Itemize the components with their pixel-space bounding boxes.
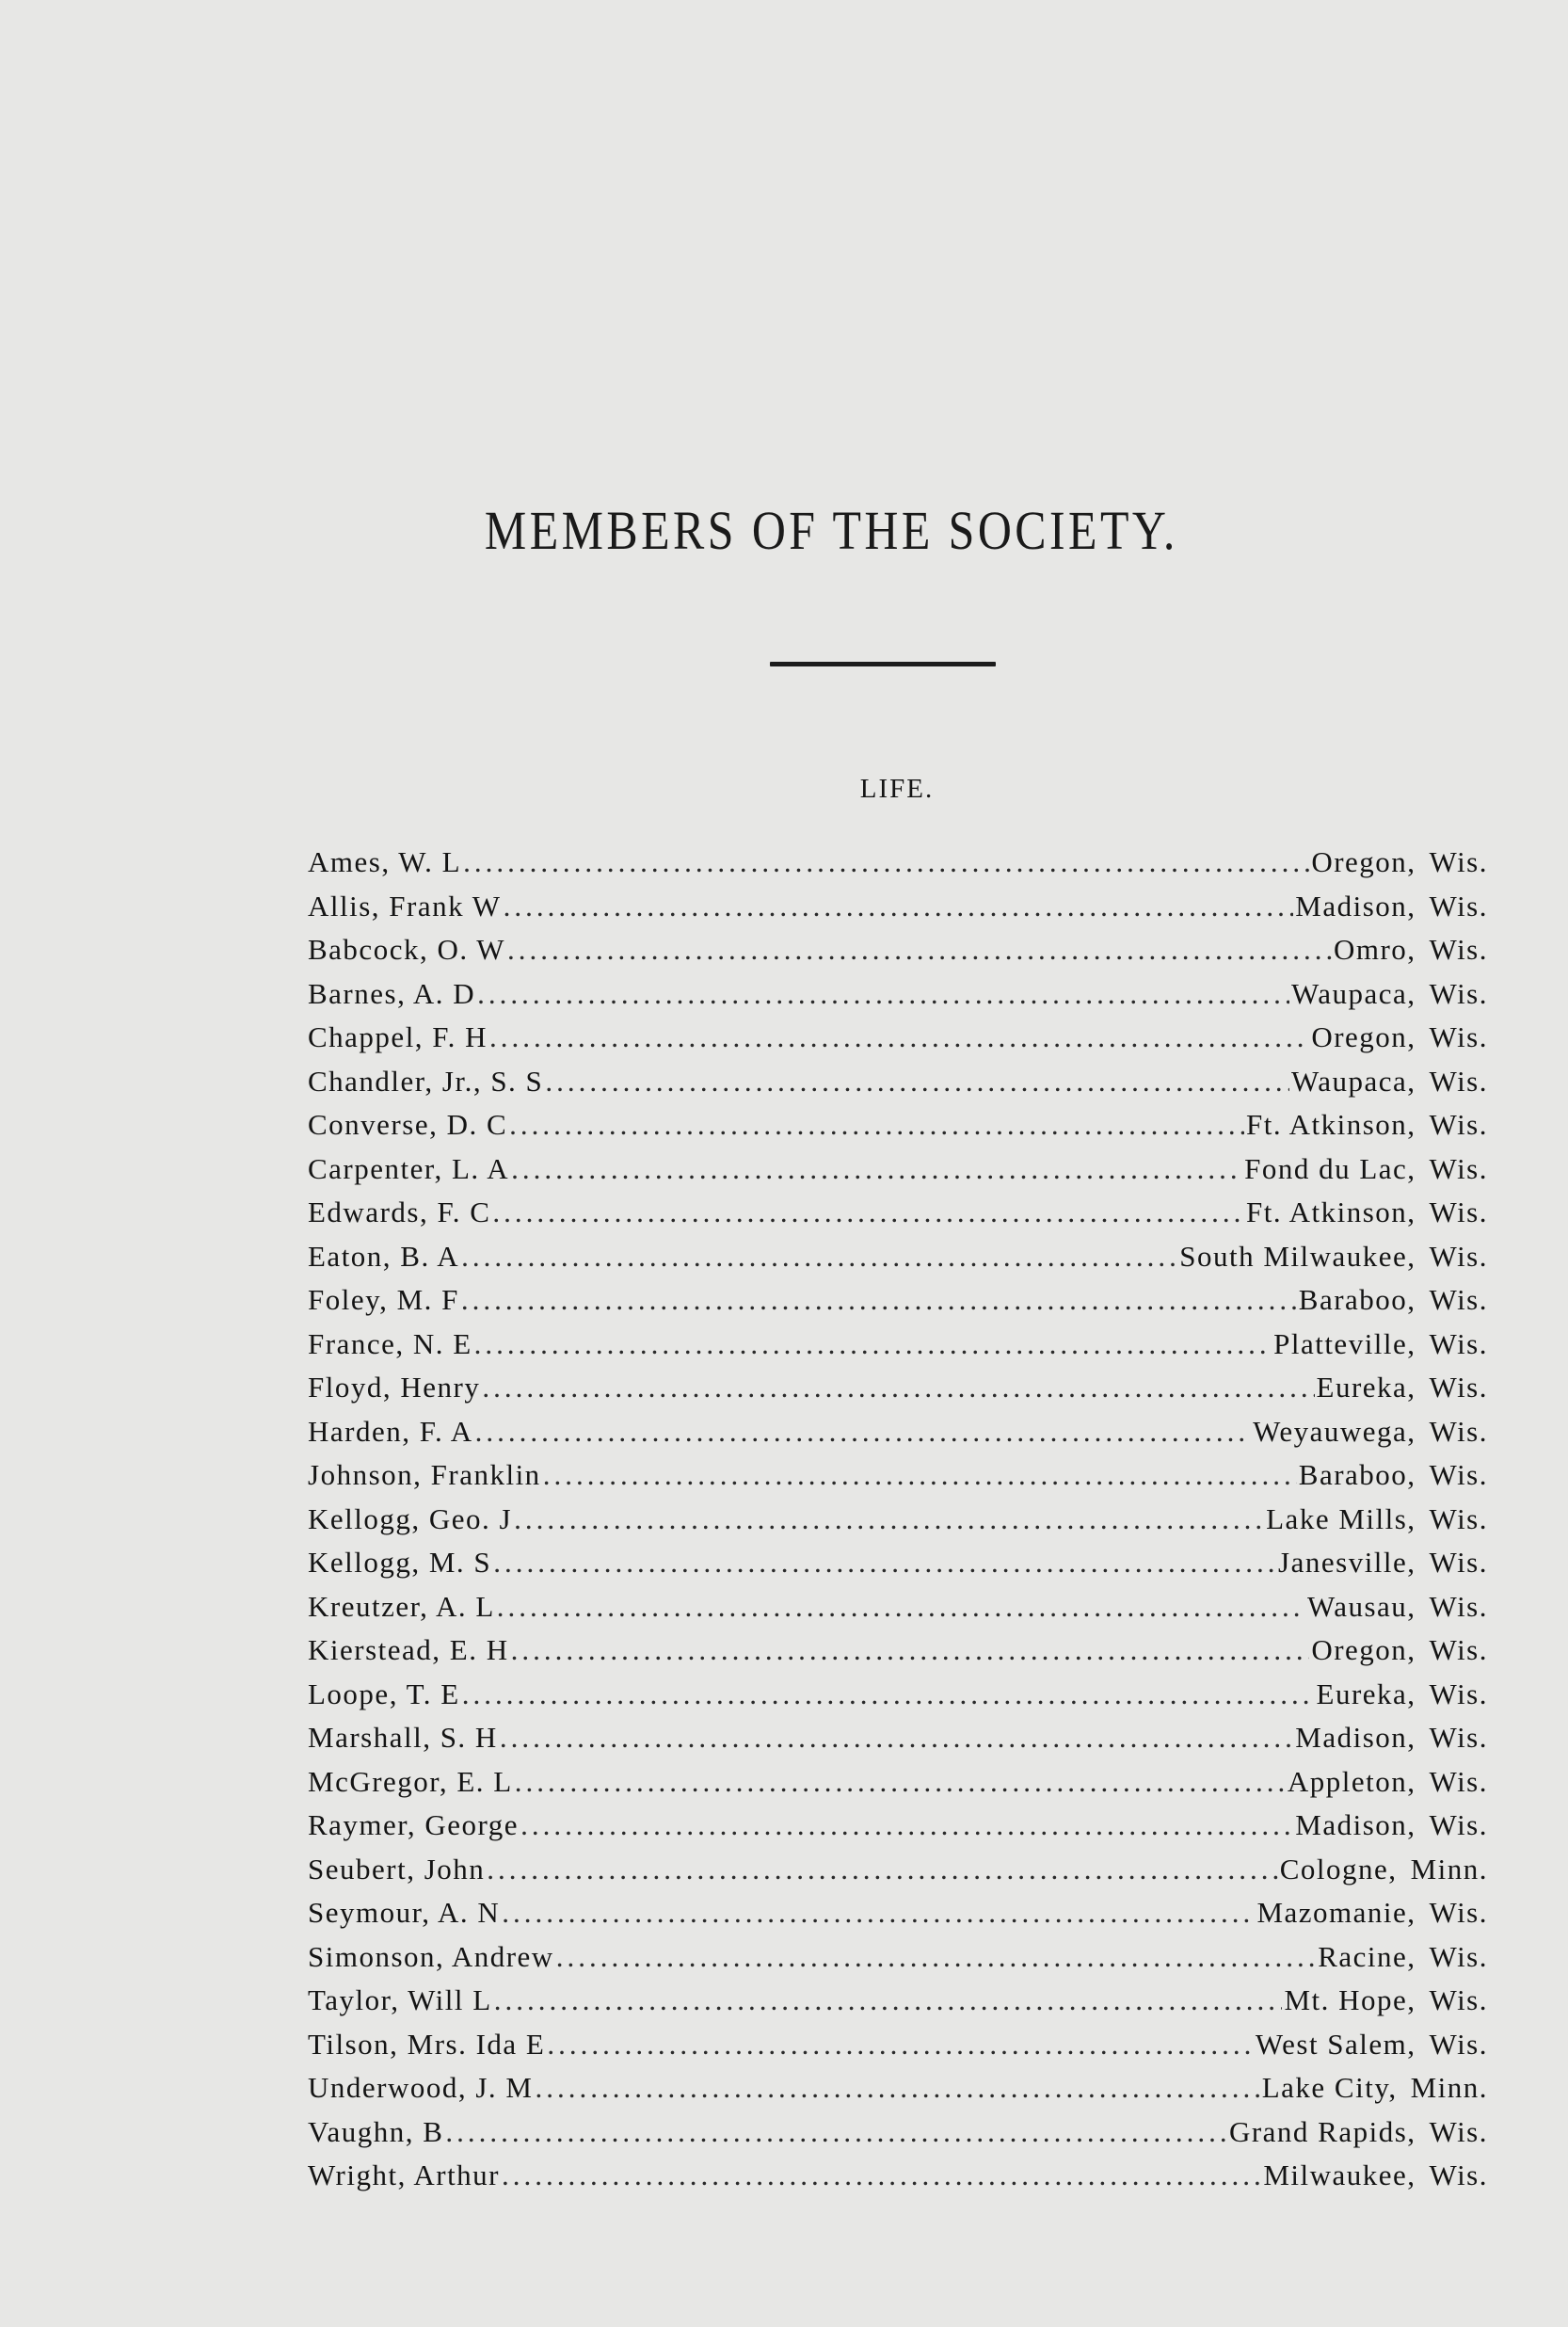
member-row	[308, 1633, 1488, 1677]
member-state: Wis.	[1429, 2158, 1488, 2191]
member-row	[308, 1371, 1488, 1415]
member-row	[308, 1458, 1488, 1502]
member-name: Floyd, Henry	[308, 1371, 481, 1404]
dot-leader	[504, 890, 1294, 923]
member-name: Seymour, A. N	[308, 1896, 501, 1929]
member-row	[308, 1853, 1488, 1897]
member-state: Wis.	[1429, 1326, 1488, 1360]
member-name: Loope, T. E	[308, 1677, 460, 1710]
dot-leader	[547, 2028, 1253, 2062]
member-row	[308, 933, 1488, 977]
member-row	[308, 1152, 1488, 1196]
member-name: France, N. E	[308, 1326, 472, 1360]
member-city: Eureka,	[1316, 1371, 1416, 1404]
member-city: Oregon,	[1311, 845, 1416, 878]
title-rule	[770, 662, 996, 666]
member-state: Wis.	[1429, 1589, 1488, 1623]
member-state: Wis.	[1429, 976, 1488, 1010]
member-name: Kellogg, M. S	[308, 1546, 492, 1579]
member-row	[308, 2158, 1488, 2203]
member-city: Baraboo,	[1298, 1283, 1416, 1316]
member-city: Wausau,	[1306, 1589, 1416, 1623]
dot-leader	[536, 2071, 1260, 2105]
member-row	[308, 1590, 1488, 1634]
member-city: Madison,	[1295, 1808, 1416, 1841]
member-city: Appleton,	[1287, 1764, 1416, 1798]
member-row	[308, 1546, 1488, 1590]
member-state: Wis.	[1429, 1501, 1488, 1535]
dot-leader	[556, 1940, 1317, 1974]
member-state: Wis.	[1429, 1151, 1488, 1185]
dot-leader	[482, 1371, 1314, 1404]
member-row	[308, 1808, 1488, 1853]
dot-leader	[543, 1458, 1297, 1492]
member-city: Milwaukee,	[1263, 2158, 1416, 2191]
member-state: Wis.	[1429, 1546, 1488, 1579]
member-name: Harden, F. A	[308, 1414, 473, 1448]
member-name: Babcock, O. W	[308, 933, 506, 966]
member-name: Chappel, F. H	[308, 1020, 488, 1053]
member-city: Ft. Atkinson,	[1245, 1108, 1416, 1141]
member-row	[308, 1721, 1488, 1765]
member-state: Wis.	[1429, 1633, 1488, 1666]
member-state: Wis.	[1429, 1764, 1488, 1798]
member-state: Wis.	[1429, 1283, 1488, 1316]
member-row	[308, 1677, 1488, 1722]
member-row	[308, 845, 1488, 890]
dot-leader	[511, 1152, 1242, 1186]
member-state: Wis.	[1429, 1064, 1488, 1098]
member-state: Wis.	[1429, 1896, 1488, 1929]
member-name: Foley, M. F	[308, 1283, 459, 1316]
member-city: Platteville,	[1273, 1326, 1416, 1360]
dot-leader	[475, 1415, 1251, 1449]
member-city: Grand Rapids,	[1228, 2114, 1416, 2148]
dot-leader	[445, 2115, 1227, 2149]
member-row	[308, 1415, 1488, 1459]
member-city: Madison,	[1295, 889, 1416, 923]
member-city: West Salem,	[1255, 2027, 1416, 2061]
member-city: Mt. Hope,	[1284, 1983, 1416, 2016]
member-name: Kierstead, E. H	[308, 1633, 509, 1666]
member-row	[308, 2028, 1488, 2072]
member-row	[308, 2115, 1488, 2159]
member-city: Madison,	[1295, 1721, 1416, 1754]
member-row	[308, 1327, 1488, 1372]
dot-leader	[461, 1283, 1297, 1317]
section-heading: LIFE.	[859, 774, 935, 804]
member-name: Eaton, B. A	[308, 1239, 460, 1273]
member-state: Wis.	[1429, 2114, 1488, 2148]
member-row	[308, 1108, 1488, 1152]
member-city: Baraboo,	[1298, 1458, 1416, 1491]
member-name: Barnes, A. D	[308, 976, 476, 1010]
member-name: Kreutzer, A. L	[308, 1589, 495, 1623]
dot-leader	[463, 845, 1309, 879]
dot-leader	[492, 1196, 1244, 1229]
member-row	[308, 1940, 1488, 1984]
member-city: Oregon,	[1311, 1633, 1416, 1666]
member-row	[308, 2071, 1488, 2115]
member-row	[308, 1283, 1488, 1327]
member-state: Wis.	[1429, 1721, 1488, 1754]
member-state: Wis.	[1429, 1020, 1488, 1053]
dot-leader	[502, 1896, 1255, 1930]
member-city: South Milwaukee,	[1179, 1239, 1416, 1273]
member-state: Wis.	[1429, 1414, 1488, 1448]
dot-leader	[494, 1983, 1283, 2017]
member-city: Lake Mills,	[1266, 1501, 1416, 1535]
dot-leader	[502, 2158, 1261, 2192]
dot-leader	[487, 1853, 1277, 1886]
dot-leader	[474, 1327, 1272, 1361]
member-row	[308, 1240, 1488, 1284]
member-city: Cologne,	[1279, 1852, 1398, 1886]
member-name: Seubert, John	[308, 1852, 486, 1886]
member-name: Underwood, J. M	[308, 2071, 534, 2104]
dot-leader	[461, 1240, 1177, 1274]
dot-leader	[509, 1108, 1244, 1142]
member-city: Lake City,	[1261, 2071, 1398, 2104]
member-city: Eureka,	[1316, 1677, 1416, 1710]
member-state: Wis.	[1429, 1808, 1488, 1841]
member-name: Vaughn, B	[308, 2114, 444, 2148]
member-state: Wis.	[1429, 1239, 1488, 1273]
dot-leader	[520, 1808, 1293, 1842]
member-city: Janesville,	[1278, 1546, 1416, 1579]
dot-leader	[507, 933, 1332, 967]
member-state: Wis.	[1429, 1458, 1488, 1491]
member-name: Converse, D. C	[308, 1108, 508, 1141]
member-row	[308, 977, 1488, 1021]
member-row	[308, 1502, 1488, 1547]
member-name: Kellogg, Geo. J	[308, 1501, 513, 1535]
member-city: Ft. Atkinson,	[1245, 1196, 1416, 1228]
dot-leader	[514, 1502, 1264, 1536]
member-state: Wis.	[1429, 1939, 1488, 1973]
member-name: Chandler, Jr., S. S	[308, 1064, 544, 1098]
member-state: Wis.	[1429, 845, 1488, 878]
dot-leader	[477, 977, 1289, 1011]
page-title: MEMBERS OF THE SOCIETY.	[484, 500, 1178, 561]
member-city: Waupaca,	[1290, 976, 1416, 1010]
member-state: Wis.	[1429, 2027, 1488, 2061]
member-state: Wis.	[1429, 1983, 1488, 2016]
dot-leader	[489, 1020, 1309, 1054]
member-name: McGregor, E. L	[308, 1764, 513, 1798]
member-row	[308, 1020, 1488, 1065]
dot-leader	[500, 1721, 1293, 1755]
member-city: Fond du Lac,	[1244, 1151, 1416, 1185]
member-city: Weyauwega,	[1253, 1414, 1416, 1448]
member-name: Simonson, Andrew	[308, 1939, 554, 1973]
member-name: Marshall, S. H	[308, 1721, 498, 1754]
member-row	[308, 1765, 1488, 1809]
member-name: Tilson, Mrs. Ida E	[308, 2027, 546, 2061]
member-state: Wis.	[1429, 1108, 1488, 1141]
dot-leader	[462, 1677, 1315, 1711]
dot-leader	[497, 1590, 1305, 1624]
member-state: Wis.	[1429, 1196, 1488, 1228]
member-state: Wis.	[1429, 889, 1488, 923]
dot-leader	[511, 1633, 1310, 1667]
member-name: Raymer, George	[308, 1808, 520, 1841]
member-state: Wis.	[1429, 1371, 1488, 1404]
member-name: Carpenter, L. A	[308, 1151, 510, 1185]
member-row	[308, 1196, 1488, 1240]
member-city: Oregon,	[1311, 1020, 1416, 1053]
member-state: Wis.	[1429, 1677, 1488, 1710]
dot-leader	[515, 1765, 1286, 1799]
member-row	[308, 1896, 1488, 1940]
member-row	[308, 1065, 1488, 1109]
member-city: Omro,	[1333, 933, 1416, 966]
member-city: Racine,	[1318, 1939, 1416, 1973]
member-row	[308, 1983, 1488, 2028]
member-name: Johnson, Franklin	[308, 1458, 541, 1491]
member-name: Taylor, Will L	[308, 1983, 492, 2016]
member-state: Minn.	[1410, 2071, 1488, 2104]
dot-leader	[545, 1065, 1289, 1099]
member-city: Mazomanie,	[1256, 1896, 1416, 1929]
member-name: Allis, Frank W	[308, 889, 502, 923]
members-list	[308, 845, 1488, 2203]
member-state: Minn.	[1410, 1852, 1488, 1886]
member-state: Wis.	[1429, 933, 1488, 966]
member-name: Wright, Arthur	[308, 2158, 501, 2191]
member-row	[308, 890, 1488, 934]
member-name: Edwards, F. C	[308, 1196, 491, 1228]
member-name: Ames, W. L	[308, 845, 462, 878]
member-city: Waupaca,	[1290, 1064, 1416, 1098]
dot-leader	[493, 1546, 1276, 1580]
